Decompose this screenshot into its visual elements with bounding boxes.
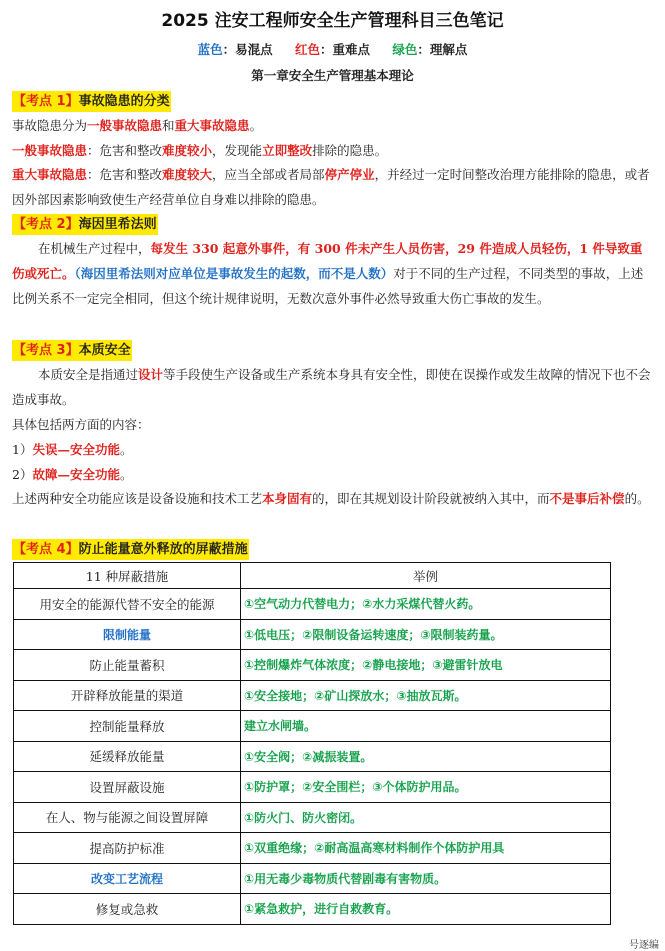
measure-cell: 设置屏蔽设施 xyxy=(14,772,241,803)
table-header-row xyxy=(14,563,611,589)
kp1-para1: 事故隐患分为一般事故隐患和重大事故隐患。 xyxy=(12,118,263,133)
example-cell: ①紧急救护，进行自救教育。 xyxy=(241,894,611,925)
measure-cell: 在人、物与能源之间设置屏障 xyxy=(14,802,241,833)
table-row xyxy=(14,619,611,650)
table-row xyxy=(14,589,611,620)
table-row xyxy=(14,650,611,681)
table-row xyxy=(14,741,611,772)
measure-cell: 延缓释放能量 xyxy=(14,741,241,772)
color-legend xyxy=(0,40,665,58)
measure-cell: 改变工艺流程 xyxy=(14,863,241,894)
kp3-para1: 本质安全是指通过设计等手段使生产设备或生产系统本身具有安全性，即使在误操作或发生故障的情况下也不会造成事故。 xyxy=(12,367,651,407)
legend-green: 绿色：理解点 xyxy=(392,42,468,57)
table-row xyxy=(14,863,611,894)
example-cell: ①控制爆炸气体浓度；②静电接地；③避雷针放电 xyxy=(241,650,611,681)
kp3-item1: 1）失误—安全功能。 xyxy=(12,442,133,457)
example-cell: ①用无毒少毒物质代替剧毒有害物质。 xyxy=(241,863,611,894)
shielding-measures-table xyxy=(13,562,611,925)
kp1-para2: 一般事故隐患：危害和整改难度较小，发现能立即整改排除的隐患。 xyxy=(12,143,388,158)
legend-blue: 蓝色：易混点 xyxy=(197,42,273,57)
measure-cell: 修复或急救 xyxy=(14,894,241,925)
measure-cell: 提高防护标准 xyxy=(14,833,241,864)
header-examples: 举例 xyxy=(241,563,611,589)
legend-red: 红色：重难点 xyxy=(294,42,371,57)
kp3-heading: 【考点 3】本质安全 xyxy=(12,340,132,361)
measure-cell: 限制能量 xyxy=(14,619,241,650)
measure-cell: 防止能量蓄积 xyxy=(14,650,241,681)
corner-fragment: 号逐编 xyxy=(629,940,659,951)
kp2-heading: 【考点 2】海因里希法则 xyxy=(12,214,158,235)
table-row xyxy=(14,772,611,803)
kp4-heading: 【考点 4】防止能量意外释放的屏蔽措施 xyxy=(12,539,249,560)
chapter-heading: 第一章安全生产管理基本理论 xyxy=(251,68,414,83)
example-cell: ①空气动力代替电力；②水力采煤代替火药。 xyxy=(241,589,611,620)
header-measures: 11 种屏蔽措施 xyxy=(14,563,241,589)
table-row xyxy=(14,894,611,925)
example-cell: ①防护罩；②安全围栏；③个体防护用品。 xyxy=(241,772,611,803)
example-cell: ①低电压；②限制设备运转速度；③限制装药量。 xyxy=(241,619,611,650)
page-title: 2025 注安工程师安全生产管理科目三色笔记 xyxy=(161,11,504,31)
kp2-para: 在机械生产过程中，每发生 330 起意外事件，有 300 件未产生人员伤害，29 件造成人员轻伤，1 件导致重伤或死亡。（海因里希法则对应单位是事故发生的起数，而不是人数）对于不同的生产过程，不同类型的事故，上述比例关系不一定完全相同，但这个统计规律说明，无数次意外事件必然导致重大伤亡事故的发生。 xyxy=(12,241,644,306)
example-cell: ①双重绝缘；②耐高温高寒材料制作个体防护用具 xyxy=(241,833,611,864)
kp1-heading: 【考点 1】事故隐患的分类 xyxy=(12,91,171,112)
kp3-item2: 2）故障—安全功能。 xyxy=(12,467,133,482)
example-cell: ①安全阀；②减振装置。 xyxy=(241,741,611,772)
example-cell: ①安全接地；②矿山探放水；③抽放瓦斯。 xyxy=(241,680,611,711)
measure-cell: 控制能量释放 xyxy=(14,711,241,742)
kp1-para3: 重大事故隐患：危害和整改难度较大，应当全部或者局部停产停业，并经过一定时间整改治理方能排除的隐患，或者因外部因素影响致使生产经营单位自身难以排除的隐患。 xyxy=(12,167,650,207)
table-row xyxy=(14,711,611,742)
table-row xyxy=(14,802,611,833)
kp3-para2: 具体包括两方面的内容： xyxy=(12,417,150,432)
example-cell: 建立水闸墙。 xyxy=(241,711,611,742)
measure-cell: 开辟释放能量的渠道 xyxy=(14,680,241,711)
example-cell: ①防火门、防火密闭。 xyxy=(241,802,611,833)
table-row xyxy=(14,680,611,711)
measure-cell: 用安全的能源代替不安全的能源 xyxy=(14,589,241,620)
table-row xyxy=(14,833,611,864)
kp3-para3: 上述两种安全功能应该是设备设施和技术工艺本身固有的，即在其规划设计阶段就被纳入其中，而不是事后补偿的。 xyxy=(12,491,650,506)
